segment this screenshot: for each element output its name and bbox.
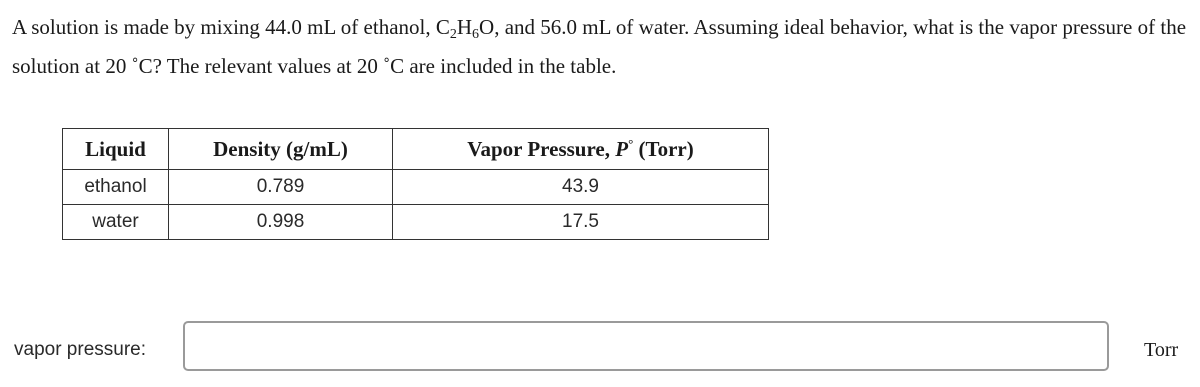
question-text xyxy=(12,8,1192,86)
cell-vapor-pressure: 17.5 xyxy=(393,205,769,240)
table-row xyxy=(63,205,769,240)
question-part3: O, and 56.0 mL of water. Assuming ideal behavior, what is the vapor pressure of the solution at 20 ˚C? The relevant values at 20 ˚C are included in the table. xyxy=(12,15,1187,78)
cell-liquid: ethanol xyxy=(63,170,169,205)
cell-density: 0.998 xyxy=(169,205,393,240)
header-vapor-degree: ° xyxy=(628,136,634,151)
subscript-carbon-count: 2 xyxy=(449,27,457,42)
question-part2: H xyxy=(456,15,473,39)
header-density: Density (g/mL) xyxy=(169,129,393,170)
header-vapor-prefix: Vapor Pressure, xyxy=(467,137,616,161)
cell-vapor-pressure: 43.9 xyxy=(393,170,769,205)
unit-label: Torr xyxy=(1144,339,1179,361)
data-table xyxy=(62,128,769,240)
table-row xyxy=(63,170,769,205)
vapor-pressure-input[interactable] xyxy=(183,321,1109,371)
answer-label: vapor pressure: xyxy=(14,339,147,360)
header-vapor-suffix: (Torr) xyxy=(633,137,694,161)
cell-liquid: water xyxy=(63,205,169,240)
header-vapor-symbol: P xyxy=(615,137,629,161)
header-vapor-pressure xyxy=(393,129,769,170)
table-header-row xyxy=(63,129,769,170)
cell-density: 0.789 xyxy=(169,170,393,205)
subscript-hydrogen-count: 6 xyxy=(472,27,480,42)
header-liquid: Liquid xyxy=(63,129,169,170)
question-part1: A solution is made by mixing 44.0 mL of ethanol, C xyxy=(12,15,450,39)
